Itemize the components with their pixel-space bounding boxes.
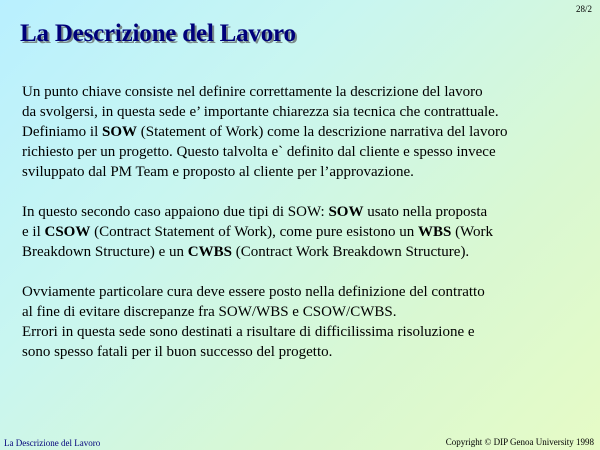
text-segment: (Work: [451, 224, 494, 240]
text-segment: Definiamo il: [22, 124, 102, 140]
text-line: [22, 302, 582, 322]
footer-copyright: Copyright © DIP Genoa University 1998: [445, 437, 594, 447]
text-line: [22, 242, 582, 262]
text-segment: Ovviamente particolare cura deve essere posto nella definizione del contratto: [22, 284, 485, 300]
bold-term: CSOW: [44, 224, 91, 240]
text-line: [22, 122, 582, 142]
text-line: [22, 82, 582, 102]
page-number: 28/2: [575, 4, 592, 14]
text-line: [22, 282, 582, 302]
slide-body: [22, 82, 582, 382]
paragraph-2: [22, 202, 582, 262]
text-segment: e il: [22, 224, 45, 240]
text-line: [22, 202, 582, 222]
paragraph-3: [22, 282, 582, 362]
footer-title: La Descrizione del Lavoro: [4, 438, 101, 448]
text-segment: (Contract Statement of Work), come pure esistono un: [90, 224, 418, 240]
text-segment: richiesto per un progetto. Questo talvolta e` definito dal cliente e spesso invece: [22, 144, 496, 160]
paragraph-1: [22, 82, 582, 182]
text-segment: usato nella proposta: [363, 204, 488, 220]
bold-term: SOW: [101, 124, 137, 140]
slide-title: La Descrizione del Lavoro: [20, 20, 296, 47]
text-line: [22, 222, 582, 242]
text-segment: In questo secondo caso appaiono due tipi di SOW:: [22, 204, 329, 220]
text-line: [22, 162, 582, 182]
text-segment: da svolgersi, in questa sede e’ importante chiarezza sia tecnica che contrattuale.: [22, 104, 499, 120]
text-segment: (Statement of Work) come la descrizione narrativa del lavoro: [137, 124, 508, 140]
bold-term: WBS: [417, 224, 452, 240]
text-segment: (Contract Work Breakdown Structure).: [231, 244, 470, 260]
text-segment: sviluppato dal PM Team e proposto al cliente per l’approvazione.: [22, 164, 414, 180]
text-segment: Un punto chiave consiste nel definire correttamente la descrizione del lavoro: [22, 84, 483, 100]
text-line: [22, 102, 582, 122]
bold-term: CWBS: [187, 244, 232, 260]
text-segment: Errori in questa sede sono destinati a risultare di difficilissima risoluzione e: [22, 324, 475, 340]
text-segment: Breakdown Structure) e un: [22, 244, 188, 260]
text-segment: al fine di evitare discrepanze fra SOW/WBS e CSOW/CWBS.: [22, 304, 397, 320]
bold-term: SOW: [328, 204, 364, 220]
text-line: [22, 342, 582, 362]
text-line: [22, 142, 582, 162]
text-segment: sono spesso fatali per il buon successo del progetto.: [22, 344, 333, 360]
text-line: [22, 322, 582, 342]
